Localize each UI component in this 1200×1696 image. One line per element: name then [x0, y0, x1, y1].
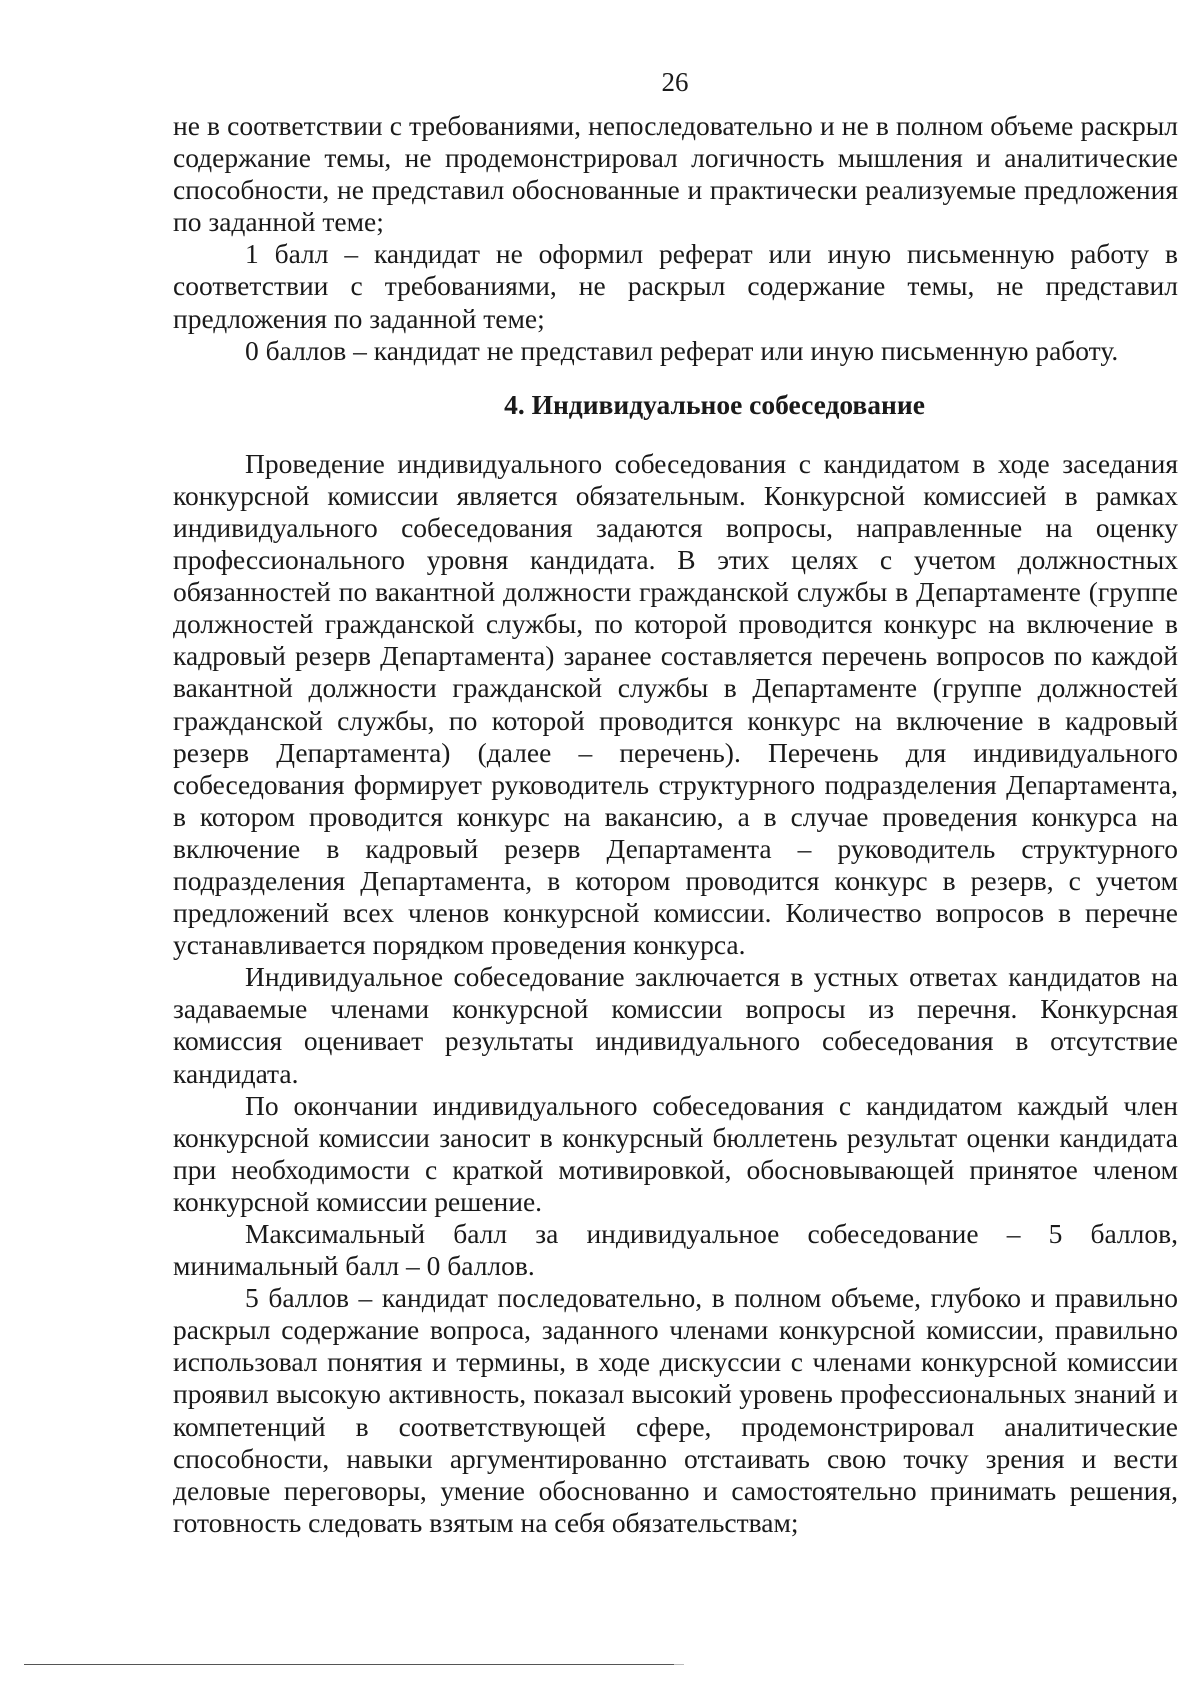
paragraph-interview-answers: Индивидуальное собеседование заключается в устных ответах кандидатов на задаваемые членами конкурсной комиссии вопросы из перечня. Конкурсная комиссия оценивает результаты индивидуального собеседования в отсутствие кандидата.	[173, 961, 1178, 1089]
page-number: 26	[661, 67, 689, 97]
footer-rule	[24, 1664, 674, 1665]
footer-rule-tail	[674, 1664, 684, 1665]
paragraph-interview-max-score: Максимальный балл за индивидуальное собеседование – 5 баллов, минимальный балл – 0 баллов.	[173, 1218, 1178, 1282]
document-body	[173, 110, 1178, 1539]
paragraph-scoring-1: 1 балл – кандидат не оформил реферат или иную письменную работу в соответствии с требованиями, не раскрыл содержание темы, не представил предложения по заданной теме;	[173, 238, 1178, 334]
paragraph-interview-ballot: По окончании индивидуального собеседования с кандидатом каждый член конкурсной комиссии заносит в конкурсный бюллетень результат оценки кандидата при необходимости с краткой мотивировкой, обосновывающей принятое членом конкурсной комиссии решение.	[173, 1089, 1178, 1217]
paragraph-scoring-0: 0 баллов – кандидат не представил реферат или иную письменную работу.	[245, 334, 1119, 366]
section-heading: 4. Индивидуальное собеседование	[504, 388, 925, 420]
paragraph-scoring-2: не в соответствии с требованиями, непоследовательно и не в полном объеме раскрыл содержание темы, не продемонстрировал логичность мышления и аналитические способности, не представил обоснованные и практически реализуемые предложения по заданной теме;	[173, 110, 1178, 238]
paragraph-interview-procedure: Проведение индивидуального собеседования с кандидатом в ходе заседания конкурсной комиссии является обязательным. Конкурсной комиссией в рамках индивидуального собеседования задаются вопросы, направленные на оценку профессионального уровня кандидата. В этих целях с учетом должностных обязанностей по вакантной должности гражданской службы в Департаменте (группе должностей гражданской службы, по которой проводится конкурс на включение в кадровый резерв Департамента) заранее составляется перечень вопросов по каждой вакантной должности гражданской службы в Департаменте (группе должностей гражданской службы, по которой проводится конкурс на включение в кадровый резерв Департамента) (далее – перечень). Перечень для индивидуального собеседования формирует руководитель структурного подразделения Департамента, в котором проводится конкурс на вакансию, а в случае проведения конкурса на включение в кадровый резерв Департамента – руководитель структурного подразделения Департамента, в котором проводится конкурс в резерв, с учетом предложений всех членов конкурсной комиссии. Количество вопросов в перечне устанавливается порядком проведения конкурса.	[173, 447, 1178, 961]
paragraph-interview-score-5: 5 баллов – кандидат последовательно, в полном объеме, глубоко и правильно раскрыл содержание вопроса, заданного членами конкурсной комиссии, правильно использовал понятия и термины, в ходе дискуссии с членами конкурсной комиссии проявил высокую активность, показал высокий уровень профессиональных знаний и компетенций в соответствующей сфере, продемонстрировал аналитические способности, навыки аргументированно отстаивать свою точку зрения и вести деловые переговоры, умение обоснованно и самостоятельно принимать решения, готовность следовать взятым на себя обязательствам;	[173, 1282, 1178, 1538]
